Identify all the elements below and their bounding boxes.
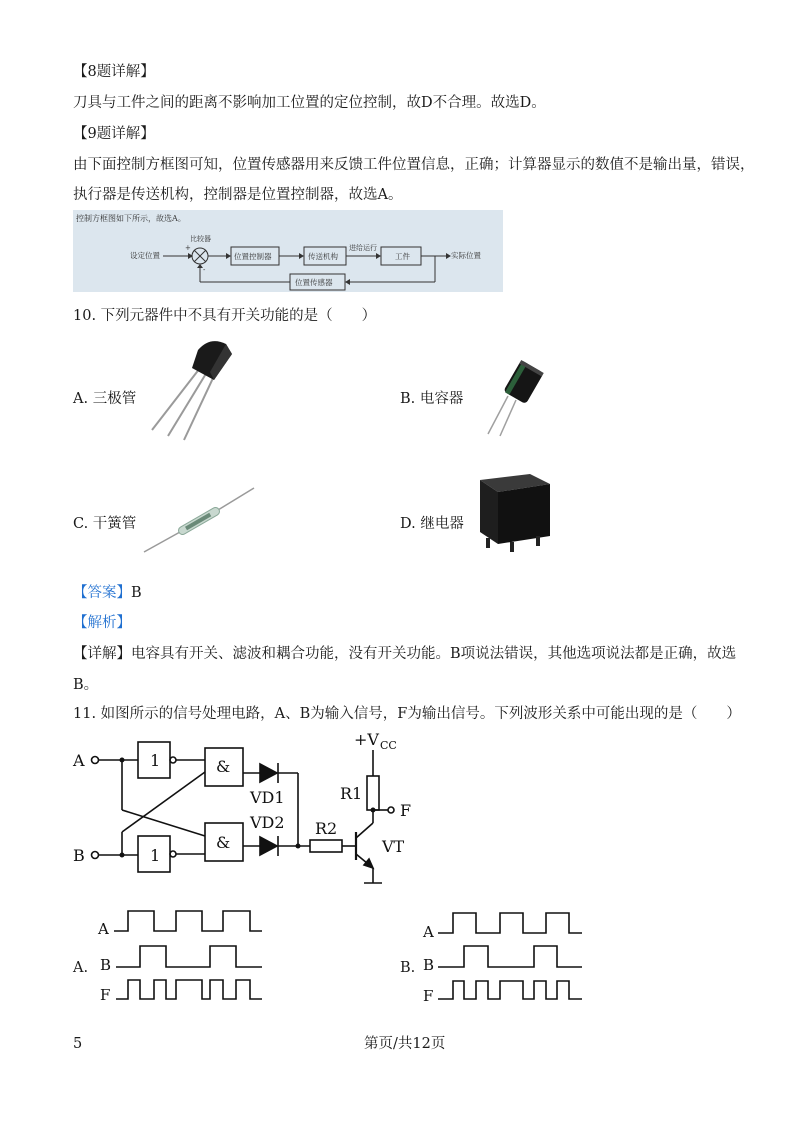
- q10-option-a: A. 三极管: [73, 391, 137, 407]
- svg-text:1: 1: [150, 751, 161, 770]
- svg-text:-: -: [203, 266, 206, 274]
- svg-text:位置控制器: 位置控制器: [234, 252, 272, 261]
- q9-line1: 由下面控制方框图可知，位置传感器用来反馈工件位置信息，正确；计算器显示的数值不是输出量，错误，: [73, 157, 755, 173]
- svg-text:A: A: [423, 923, 434, 941]
- svg-text:R2: R2: [315, 819, 338, 838]
- svg-text:1: 1: [150, 846, 161, 865]
- answer-value: B: [131, 585, 142, 601]
- diagram-caption: 控制方框图如下所示，故选A。: [76, 214, 186, 223]
- svg-text:A: A: [98, 920, 109, 938]
- q10-option-c: C. 干簧管: [73, 516, 137, 532]
- svg-text:&: &: [216, 757, 231, 776]
- q10-option-d: D. 继电器: [400, 516, 464, 532]
- q11-option-b-letter: B.: [400, 960, 416, 976]
- svg-text:VD2: VD2: [250, 813, 285, 832]
- diagram-setpoint: 设定位置: [130, 251, 160, 260]
- relay-image: [470, 470, 555, 555]
- svg-text:F: F: [423, 987, 434, 1005]
- q10-detail-line2: B。: [73, 677, 99, 693]
- answer-tag: 【答案】: [73, 585, 131, 601]
- svg-text:VD1: VD1: [250, 788, 285, 807]
- signal-circuit: [70, 728, 430, 893]
- q10-option-b: B. 电容器: [400, 391, 464, 407]
- svg-text:实际位置: 实际位置: [451, 251, 481, 260]
- svg-text:CC: CC: [380, 739, 397, 752]
- svg-text:工件: 工件: [395, 252, 410, 261]
- reed-switch-image: [140, 482, 260, 557]
- page-number: 5: [73, 1036, 83, 1052]
- svg-text:A: A: [73, 751, 85, 770]
- svg-text:传送机构: 传送机构: [308, 252, 338, 261]
- q9-heading: 【9题详解】: [73, 126, 155, 142]
- q11-question: 11. 如图所示的信号处理电路，A、B为输入信号，F为输出信号。下列波形关系中可能出现的是（ ）: [73, 706, 741, 722]
- q10-answer-line: [73, 583, 142, 603]
- transistor-image: [140, 332, 240, 442]
- svg-text:进给运行: 进给运行: [349, 244, 377, 252]
- page-label: 第页/共12页: [364, 1036, 446, 1052]
- q8-text: 刀具与工件之间的距离不影响加工位置的定位控制，故D不合理。故选D。: [73, 95, 546, 111]
- q10-detail-line1: 【详解】电容具有开关、滤波和耦合功能，没有开关功能。B项说法错误，其他选项说法都是正确，故选: [73, 646, 737, 662]
- control-block-diagram: [73, 210, 503, 292]
- svg-text:位置传感器: 位置传感器: [295, 278, 333, 287]
- q10-question: 10. 下列元器件中不具有开关功能的是（ ）: [73, 308, 377, 324]
- svg-text:&: &: [216, 833, 231, 852]
- q8-heading: 【8题详解】: [73, 64, 155, 80]
- svg-text:+V: +V: [354, 730, 379, 749]
- svg-text:B: B: [73, 846, 85, 865]
- svg-text:VT: VT: [382, 837, 405, 856]
- detail-tag: 【详解】: [73, 646, 131, 662]
- svg-text:R1: R1: [340, 784, 363, 803]
- svg-text:+: +: [185, 244, 191, 252]
- waveform-option-b: [420, 905, 590, 1005]
- svg-text:F: F: [100, 986, 111, 1004]
- q11-option-a-letter: A.: [73, 960, 89, 976]
- svg-text:F: F: [400, 801, 412, 820]
- waveform-option-a: [96, 905, 271, 1005]
- svg-text:B: B: [423, 956, 435, 974]
- diagram-comparator: 比较器: [190, 235, 211, 243]
- svg-text:B: B: [100, 956, 112, 974]
- q9-line2: 执行器是传送机构，控制器是位置控制器，故选A。: [73, 187, 403, 203]
- capacitor-image: [478, 358, 558, 438]
- analysis-tag: 【解析】: [73, 615, 131, 631]
